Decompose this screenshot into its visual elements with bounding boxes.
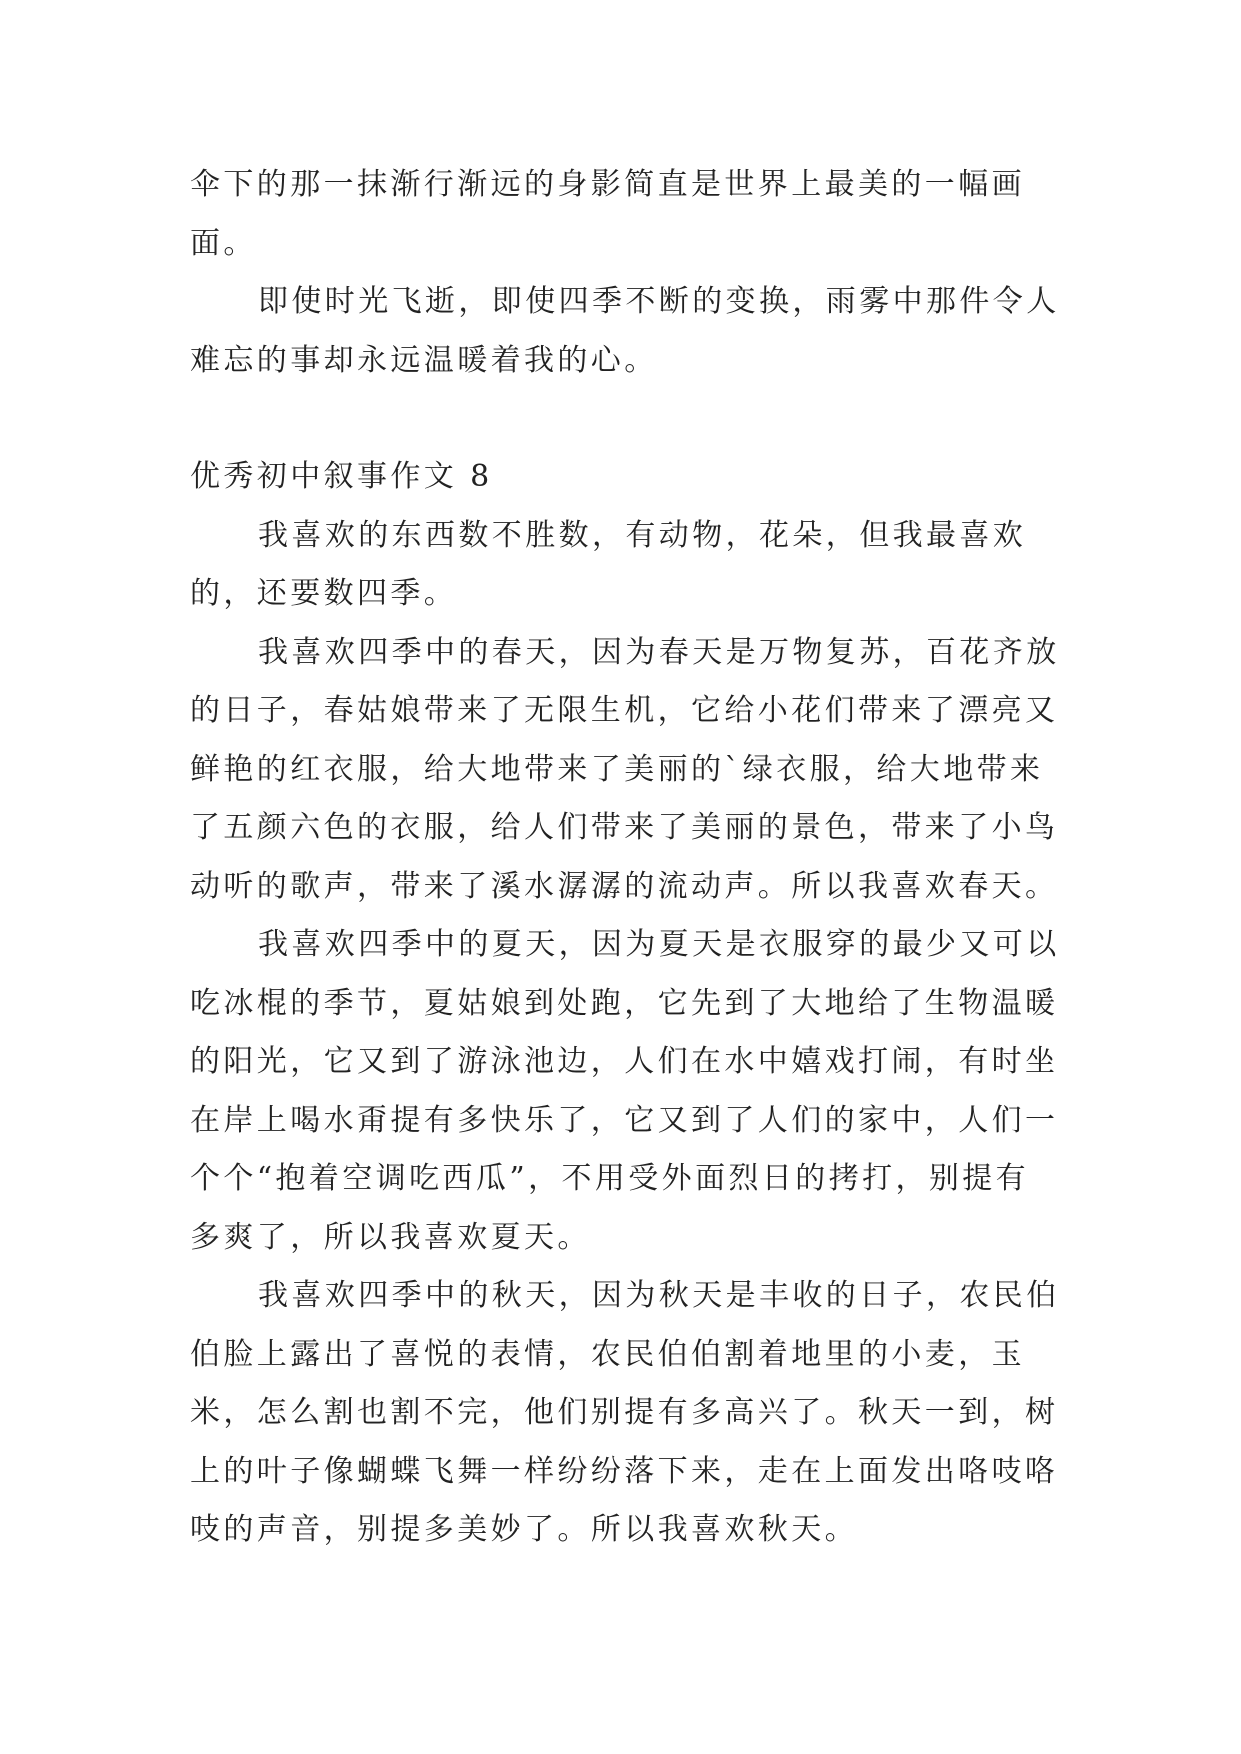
document-page (190, 156, 1060, 1560)
paragraph-conclusion: 即使时光飞逝，即使四季不断的变换，雨雾中那件令人难忘的事却永远温暖着我的心。 (190, 284, 1060, 378)
paragraph-autumn: 我喜欢四季中的秋天，因为秋天是丰收的日子，农民伯伯脸上露出了喜悦的表情，农民伯伯割着地里的小麦，玉米，怎么割也割不完，他们别提有多高兴了。秋天一到，树上的叶子像蝴蝶飞舞一样纷纷落下来，走在上面发出咯吱咯吱的声音，别提多美妙了。所以我喜欢秋天。 (190, 1278, 1060, 1547)
paragraph-intro: 我喜欢的东西数不胜数，有动物，花朵，但我最喜欢的，还要数四季。 (190, 517, 1027, 611)
section-title: 优秀初中叙事作文 8 (190, 459, 493, 494)
paragraph-spring: 我喜欢四季中的春天，因为春天是万物复苏，百花齐放的日子，春姑娘带来了无限生机，它给小花们带来了漂亮又鲜艳的红衣服，给大地带来了美丽的`绿衣服，给大地带来了五颜六色的衣服，给人们带来了美丽的景色，带来了小鸟动听的歌声，带来了溪水潺潺的流动声。所以我喜欢春天。 (190, 634, 1060, 904)
paragraph-continuation: 伞下的那一抹渐行渐远的身影简直是世界上最美的一幅画面。 (190, 167, 1025, 261)
paragraph-summer: 我喜欢四季中的夏天，因为夏天是衣服穿的最少又可以吃冰棍的季节，夏姑娘到处跑，它先到了大地给了生物温暖的阳光，它又到了游泳池边，人们在水中嬉戏打闹，有时坐在岸上喝水甭提有多快乐了，它又到了人们的家中，人们一个个“抱着空调吃西瓜”，不用受外面烈日的拷打，别提有多爽了，所以我喜欢夏天。 (190, 927, 1060, 1255)
